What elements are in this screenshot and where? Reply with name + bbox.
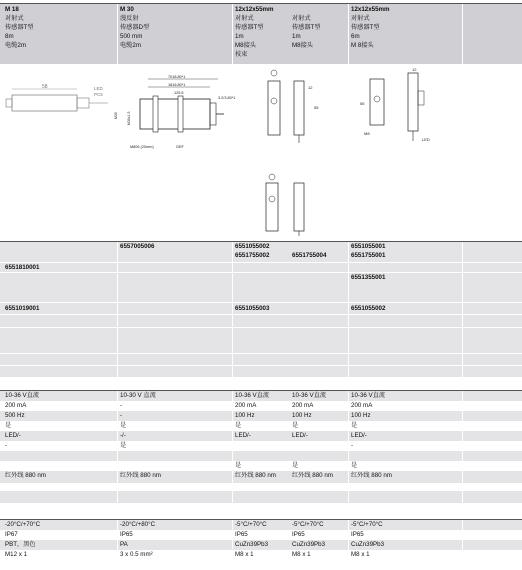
- header-col5: 12x12x55mm 对射式 传感器T型 6m M 8接头: [351, 6, 390, 49]
- header-col2: M 30 漫反射 传感器D型 500 mm 电缆2m: [120, 6, 150, 49]
- part-number: 6557005006: [120, 243, 155, 250]
- parts-row-1: [0, 241, 522, 263]
- mechanical-table: [0, 519, 522, 564]
- part-number: 6551055002: [351, 305, 386, 312]
- electrical-table: [0, 390, 522, 503]
- svg-text:PC5: PC5: [94, 92, 103, 97]
- electrical-col3: 10-36 V直流 200 mA 100 Hz 是 LED/- 是 红外线 880 nm: [235, 392, 276, 479]
- part-number: 6551055001 6551755001: [351, 243, 386, 259]
- part-number: 6551355001: [351, 274, 386, 281]
- svg-text:M30: M30: [114, 112, 118, 119]
- parts-row-3: [0, 272, 522, 303]
- electrical-col2: 10-30 V 直流 - - 是 -/- 是 红外线 880 nm: [120, 392, 161, 479]
- square-sensor-drawing-3: [256, 173, 326, 237]
- svg-text:55: 55: [360, 101, 365, 106]
- svg-text:LED: LED: [94, 86, 103, 91]
- svg-text:58: 58: [42, 84, 48, 90]
- square-sensor-drawing-2: [360, 65, 440, 145]
- header-col4: 对射式 传感器T型 1m M8接头: [292, 15, 321, 49]
- part-number: 6551055002 6551755002: [235, 243, 270, 259]
- svg-text:1816.80*1: 1816.80*1: [168, 83, 186, 87]
- drawings-area: [0, 63, 522, 241]
- header-col3: 12x12x55mm 对射式 传感器T型 1m M8接头 枝束: [235, 6, 274, 58]
- svg-text:M30x1.5: M30x1.5: [127, 111, 131, 125]
- svg-text:M8: M8: [364, 131, 370, 136]
- part-number: 6551055003: [235, 305, 270, 312]
- parts-row-5: [0, 314, 522, 377]
- m18-drawing: [2, 79, 114, 129]
- mechanical-col3: -5°C/+70°C IP65 CuZn39Pb3 M8 x 1: [235, 521, 269, 558]
- svg-text:M806 (20mm): M806 (20mm): [130, 145, 154, 149]
- svg-text:LED: LED: [422, 137, 430, 142]
- svg-text:125.5: 125.5: [174, 91, 184, 95]
- mechanical-col1: -20°C/+70°C IP67 PBT，黑色 M12 x 1: [5, 521, 41, 558]
- mechanical-col5: -5°C/+70°C IP65 CuZn39Pb3 M8 x 1: [351, 521, 385, 558]
- mechanical-col2: -20°C/+80°C IP65 PA 3 x 0.5 mm²: [120, 521, 156, 558]
- svg-text:7018.80*1: 7018.80*1: [168, 75, 186, 79]
- electrical-col5: 10-36 V直流 200 mA 100 Hz 是 LED/- - 是 红外线 880 nm: [351, 392, 392, 479]
- header-col1: M 18 对射式 传感器T型 8m 电缆2m: [5, 6, 34, 49]
- part-number: 6551810001: [5, 264, 40, 271]
- mechanical-col4: -5°C/+70°C IP65 CuZn39Pb3 M8 x 1: [292, 521, 326, 558]
- part-number: 6551755004: [292, 252, 327, 259]
- electrical-col1: 10-36 V直流 200 mA 500 Hz 是 LED/- - 红外线 880 nm: [5, 392, 46, 479]
- svg-text:12: 12: [412, 67, 417, 72]
- svg-text:12: 12: [308, 85, 313, 90]
- square-sensor-drawing-1: [258, 67, 328, 147]
- svg-text:3.2/3.80*1: 3.2/3.80*1: [218, 96, 236, 100]
- part-number: 6551019001: [5, 305, 40, 312]
- electrical-col4: 10-36 V直流 200 mA 100 Hz 是 LED/- 是 红外线 880 nm: [292, 392, 333, 479]
- svg-text:55: 55: [314, 105, 319, 110]
- header-row: [0, 3, 522, 64]
- svg-text:GEF: GEF: [176, 145, 184, 149]
- m30-drawing: [114, 71, 236, 156]
